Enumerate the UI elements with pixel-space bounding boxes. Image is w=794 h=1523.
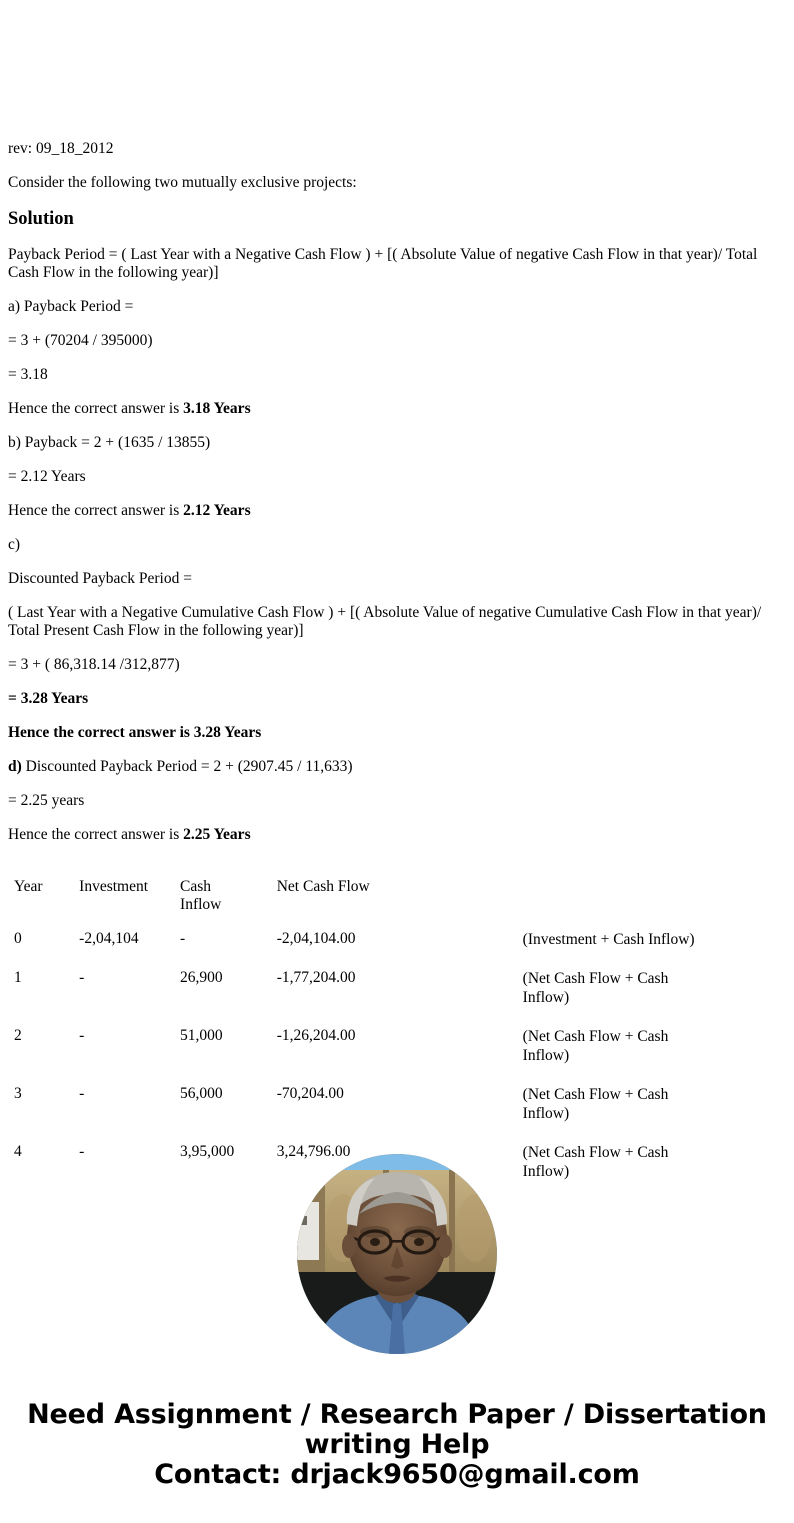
table-header — [8, 878, 708, 920]
table-row — [8, 1075, 708, 1133]
part-d-calc-text: Discounted Payback Period = 2 + (2907.45 / 11,633) — [21, 758, 353, 775]
document-body — [8, 140, 786, 844]
table-cell-note: (Net Cash Flow + Cash Inflow) — [522, 1086, 669, 1122]
solution-heading: Solution — [8, 209, 74, 229]
table-cell-investment: -2,04,104 — [79, 930, 139, 947]
table-cell-investment: - — [79, 969, 85, 986]
part-c-label: c) — [8, 536, 21, 553]
table-cell-year: 0 — [14, 930, 22, 947]
table-cell-note: (Investment + Cash Inflow) — [522, 931, 695, 948]
table-row — [8, 959, 708, 1017]
avatar — [297, 1154, 497, 1354]
spacer — [8, 640, 786, 656]
spacer — [8, 316, 786, 332]
spacer — [8, 674, 786, 690]
table-cell-cash-inflow: - — [180, 930, 186, 947]
part-b-calculation: b) Payback = 2 + (1635 / 13855) — [8, 434, 211, 451]
payback-formula: Payback Period = ( Last Year with a Negative Cash Flow ) + [( Absolute Value of negative Cash Flow in that year)/ Total Cash Flow in the following year)] — [8, 246, 758, 281]
table-cell-cash-inflow: 56,000 — [180, 1085, 223, 1102]
table-cell-investment: - — [79, 1143, 85, 1160]
spacer — [8, 418, 786, 434]
column-header-year: Year — [14, 878, 43, 895]
revision-line: rev: 09_18_2012 — [8, 140, 114, 157]
part-b-result: = 2.12 Years — [8, 468, 86, 485]
table-body — [8, 920, 708, 1191]
part-d-answer-value: 2.25 Years — [183, 826, 251, 843]
part-d-label: d) — [8, 758, 22, 775]
spacer — [8, 192, 786, 208]
part-c-formula: ( Last Year with a Negative Cumulative Cash Flow ) + [( Absolute Value of negative Cumulative Cash Flow in that year)/ Total Present Cash Flow in the following year)] — [8, 604, 762, 639]
part-c-answer: Hence the correct answer is 3.28 Years — [8, 724, 262, 741]
part-a-calculation: = 3 + (70204 / 395000) — [8, 332, 153, 349]
spacer — [8, 742, 786, 758]
part-d-calculation — [8, 758, 786, 776]
footer-contact — [0, 1400, 794, 1490]
part-c-calculation: = 3 + ( 86,318.14 /312,877) — [8, 656, 180, 673]
spacer — [8, 158, 786, 174]
table-cell-net-cash-flow: -1,26,204.00 — [276, 1027, 356, 1044]
part-a-answer-prefix: Hence the correct answer is — [8, 400, 184, 417]
table-cell-net-cash-flow: -70,204.00 — [276, 1085, 344, 1102]
part-a-label: a) Payback Period = — [8, 298, 134, 315]
part-a-answer — [8, 400, 786, 418]
table-cell-year: 1 — [14, 969, 22, 986]
spacer — [8, 282, 786, 298]
table-cell-year: 4 — [14, 1143, 22, 1160]
footer-line-1: Need Assignment / Research Paper / Dissertation — [27, 1399, 767, 1430]
spacer — [8, 350, 786, 366]
part-c-title: Discounted Payback Period = — [8, 570, 192, 587]
table-cell-net-cash-flow: -1,77,204.00 — [276, 969, 356, 986]
table-header-row — [8, 878, 708, 920]
part-b-answer — [8, 502, 786, 520]
table-row — [8, 1017, 708, 1075]
spacer — [8, 452, 786, 468]
part-c-result: = 3.28 Years — [8, 690, 89, 707]
part-a-result: = 3.18 — [8, 366, 48, 383]
spacer — [8, 520, 786, 536]
spacer — [8, 588, 786, 604]
spacer — [8, 776, 786, 792]
column-header-net-cash-flow: Net Cash Flow — [276, 878, 370, 895]
footer-line-2: writing Help — [304, 1429, 490, 1460]
table-cell-note: (Net Cash Flow + Cash Inflow) — [522, 1144, 669, 1180]
footer-line-3: Contact: drjack9650@gmail.com — [154, 1459, 640, 1490]
part-d-result: = 2.25 years — [8, 792, 85, 809]
part-b-answer-prefix: Hence the correct answer is — [8, 502, 184, 519]
cash-flow-table — [8, 878, 708, 1191]
spacer — [8, 708, 786, 724]
table-cell-net-cash-flow: -2,04,104.00 — [276, 930, 356, 947]
part-b-answer-value: 2.12 Years — [183, 502, 251, 519]
table-cell-note: (Net Cash Flow + Cash Inflow) — [522, 970, 669, 1006]
spacer — [8, 384, 786, 400]
table-cell-note: (Net Cash Flow + Cash Inflow) — [522, 1028, 669, 1064]
table-cell-investment: - — [79, 1085, 85, 1102]
avatar-circle — [297, 1154, 497, 1354]
spacer — [8, 230, 786, 246]
column-header-note — [517, 878, 708, 920]
spacer — [8, 810, 786, 826]
table-cell-cash-inflow: 3,95,000 — [180, 1143, 235, 1160]
portrait-photo-icon — [297, 1154, 497, 1354]
table-cell-cash-inflow: 51,000 — [180, 1027, 223, 1044]
cash-inflow-line-1: Cash — [180, 878, 212, 895]
table-cell-investment: - — [79, 1027, 85, 1044]
column-header-investment: Investment — [79, 878, 149, 895]
column-header-cash-inflow — [174, 878, 271, 920]
part-d-answer-prefix: Hence the correct answer is — [8, 826, 184, 843]
part-a-answer-value: 3.18 Years — [183, 400, 251, 417]
table-cell-year: 3 — [14, 1085, 22, 1102]
table-row — [8, 920, 708, 959]
part-d-answer — [8, 826, 786, 844]
spacer — [8, 486, 786, 502]
intro-line: Consider the following two mutually exclusive projects: — [8, 174, 357, 191]
table-cell-year: 2 — [14, 1027, 22, 1044]
table-cell-cash-inflow: 26,900 — [180, 969, 223, 986]
spacer — [8, 554, 786, 570]
cash-inflow-line-2: Inflow — [180, 896, 222, 913]
table-cell-net-cash-flow: 3,24,796.00 — [276, 1143, 351, 1160]
